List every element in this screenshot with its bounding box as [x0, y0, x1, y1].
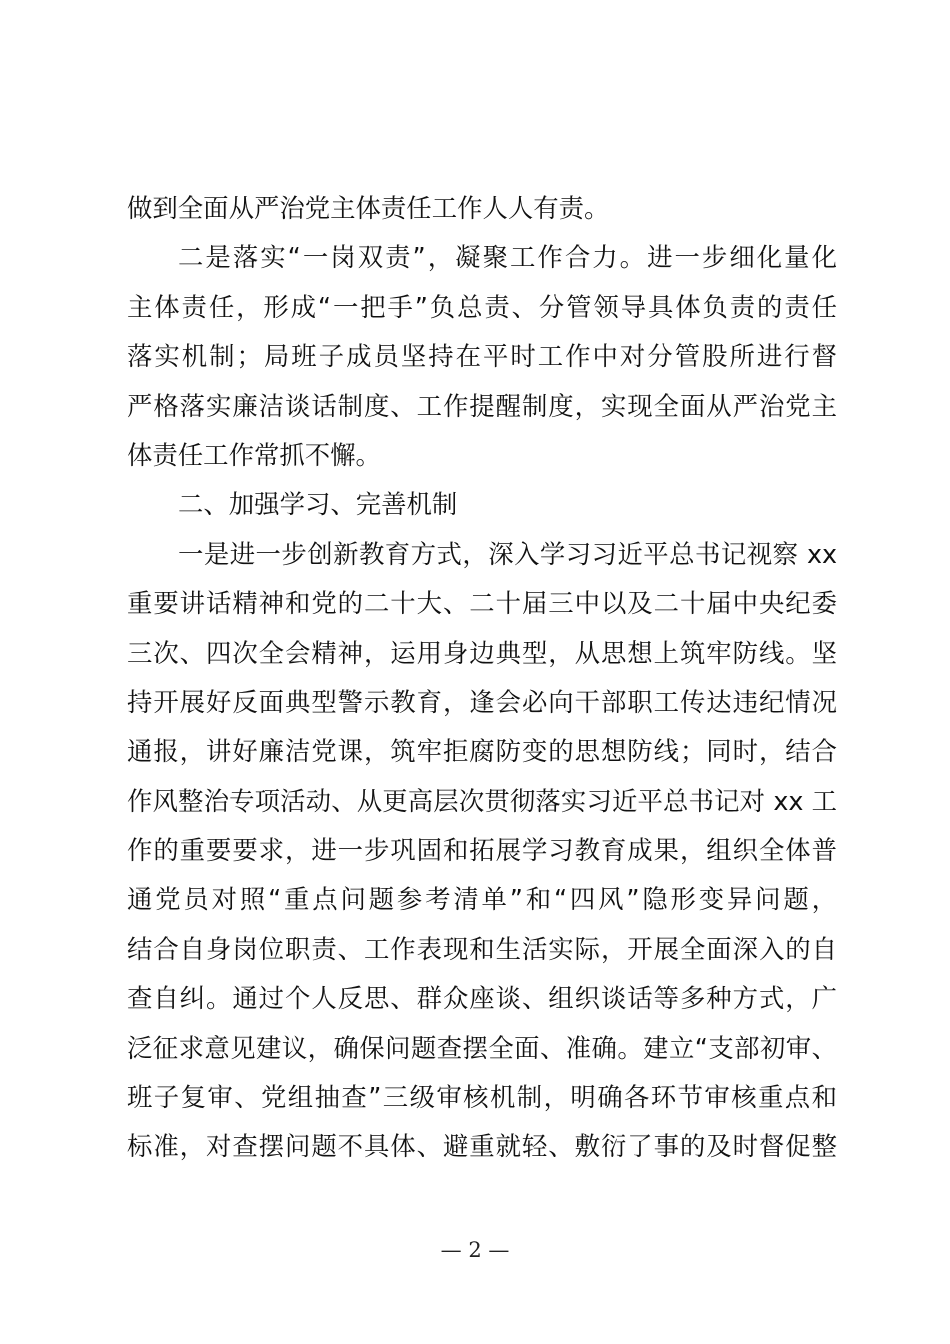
text-line: 主体责任，形成“一把手”负总责、分管领导具体负责的责任 [127, 291, 837, 322]
paragraph [127, 233, 837, 480]
text-line: 班子复审、党组抽查”三级审核机制，明确各环节审核重点和 [127, 1082, 837, 1113]
text-line: 二、加强学习、完善机制 [178, 489, 458, 520]
document-body [127, 184, 837, 1172]
text-line: 作的重要要求，进一步巩固和拓展学习教育成果，组织全体普 [127, 835, 837, 866]
page-number: — 2 — [440, 1238, 510, 1262]
text-line: 作风整治专项活动、从更高层次贯彻落实习近平总书记对 xx 工 [127, 785, 837, 816]
text-line: 持开展好反面典型警示教育，逢会必向干部职工传达违纪情况 [127, 686, 837, 717]
text-line: 重要讲话精神和党的二十大、二十届三中以及二十届中央纪委 [127, 588, 837, 619]
text-line: 落实机制；局班子成员坚持在平时工作中对分管股所进行督 [127, 341, 837, 372]
text-line: 查自纠。通过个人反思、群众座谈、组织谈话等多种方式，广 [127, 983, 837, 1014]
section-heading [127, 480, 837, 529]
text-line: 标准，对查摆问题不具体、避重就轻、敷衍了事的及时督促整 [127, 1131, 837, 1162]
text-line: 严格落实廉洁谈话制度、工作提醒制度，实现全面从严治党主 [127, 390, 837, 421]
text-line: 三次、四次全会精神，运用身边典型，从思想上筑牢防线。坚 [127, 637, 837, 668]
text-line: 体责任工作常抓不懈。 [127, 439, 381, 470]
paragraph [127, 530, 837, 1172]
text-line: 通党员对照“重点问题参考清单”和“四风”隐形变异问题， [127, 884, 837, 915]
text-line: 做到全面从严治党主体责任工作人人有责。 [127, 193, 610, 223]
text-line: 二是落实“一岗双责”，凝聚工作合力。进一步细化量化 [178, 242, 837, 273]
text-line: 通报，讲好廉洁党课，筑牢拒腐防变的思想防线；同时，结合 [127, 736, 837, 767]
text-line: 结合自身岗位职责、工作表现和生活实际，开展全面深入的自 [127, 933, 837, 964]
text-line: 泛征求意见建议，确保问题查摆全面、准确。建立“支部初审、 [127, 1032, 837, 1063]
paragraph [127, 184, 837, 233]
text-line: 一是进一步创新教育方式，深入学习习近平总书记视察 xx [178, 538, 837, 569]
